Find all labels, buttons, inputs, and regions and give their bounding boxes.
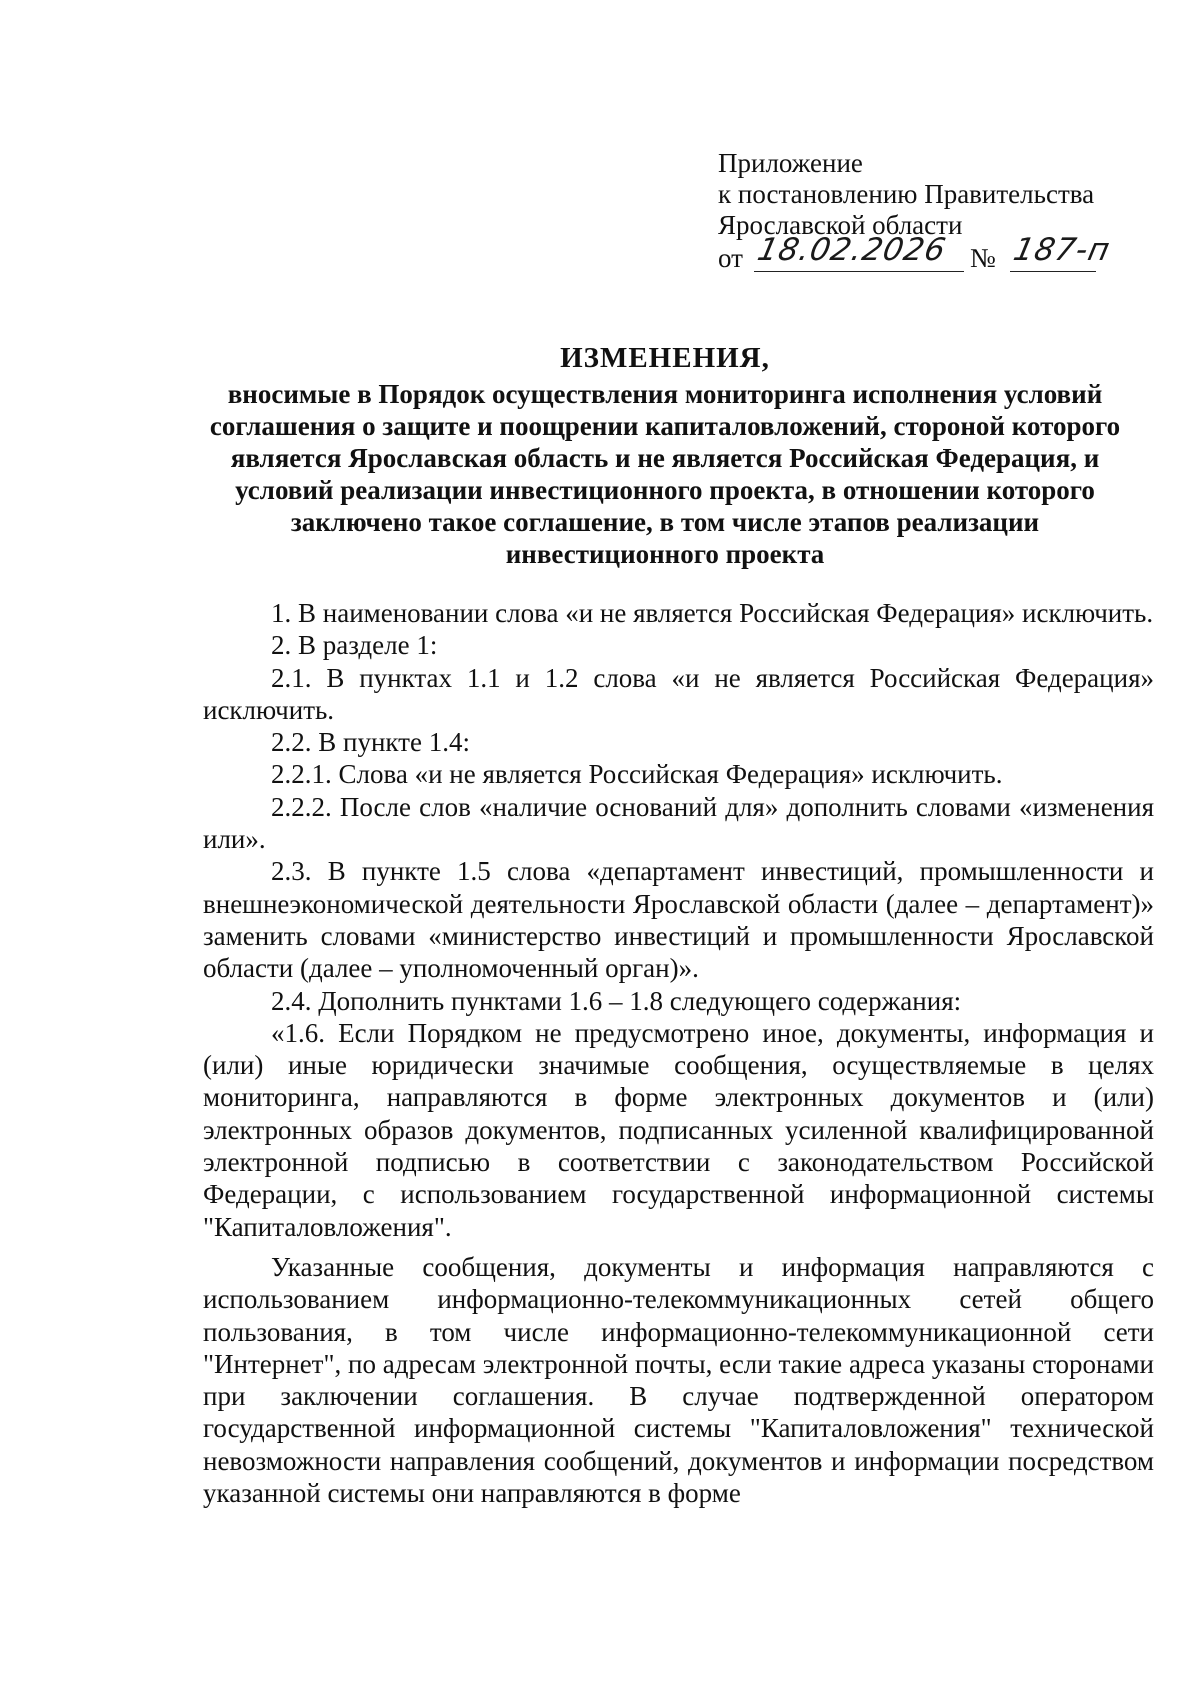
handwritten-date: 18.02.2026 xyxy=(754,232,950,268)
appendix-line-2: к постановлению Правительства xyxy=(718,179,1095,209)
appendix-header xyxy=(718,148,1158,275)
handwritten-number: 187-п xyxy=(1010,232,1114,268)
paragraph-1-6-continued: Указанные сообщения, документы и информация направляются с использованием информационно-телекоммуникационных сетей общего пользования, в том числе информационно-телекоммуникационной сети "Интернет", по адресам электронной почты, если такие адреса указаны сторонами при заключении соглашения. В случае подтвержденной оператором государственной информационной системы "Капиталовложения" технической невозможности направления сообщений, документов и информации посредством указанной системы они направляются в форме xyxy=(203,1251,1154,1509)
paragraph-2: 2. В разделе 1: xyxy=(271,630,438,661)
paragraph-2-1: 2.1. В пунктах 1.1 и 1.2 слова «и не является Российская Федерация» исключить. xyxy=(203,662,1154,725)
date-prefix: от xyxy=(718,243,743,273)
title-subtitle: вносимые в Порядок осуществления мониторинга исполнения условий соглашения о защите и поощрении капиталовложений, стороной которого является Ярославская область и не является Российская Федерация, и условий реализации инвестиционного проекта, в отношении которого заключено такое соглашение, в том числе этапов реализации инвестиционного проекта xyxy=(209,379,1121,569)
paragraph-2-4: 2.4. Дополнить пунктами 1.6 – 1.8 следующего содержания: xyxy=(271,985,962,1016)
number-label: № xyxy=(970,243,996,273)
document-body xyxy=(203,597,1154,1509)
paragraph-2-2-2: 2.2.2. После слов «наличие оснований для» дополнить словами «изменения или». xyxy=(203,791,1154,855)
decree-date-field xyxy=(754,232,964,272)
decree-number-field xyxy=(1010,232,1114,272)
paragraph-1: 1. В наименовании слова «и не является Российская Федерация» исключить. xyxy=(271,598,1154,628)
paragraph-2-2-1: 2.2.1. Слова «и не является Российская Федерация» исключить. xyxy=(271,759,1003,790)
title-main: ИЗМЕНЕНИЯ, xyxy=(560,342,770,374)
paragraph-1-6: «1.6. Если Порядком не предусмотрено иное, документы, информация и (или) иные юридически значимые сообщения, осуществляемые в целях мониторинга, направляются в форме электронных документов и (или) электронных образов документов, подписанных усиленной квалифицированной электронной подписью в соответствии с законодательством Российской Федерации, с использованием государственной информационной системы "Капиталовложения". xyxy=(203,1017,1154,1242)
appendix-line-3: Ярославской области xyxy=(718,210,963,240)
appendix-line-1: Приложение xyxy=(718,148,863,178)
paragraph-2-2: 2.2. В пункте 1.4: xyxy=(271,727,470,758)
decree-date-number-row xyxy=(718,232,1158,275)
paragraph-2-3: 2.3. В пункте 1.5 слова «департамент инвестиций, промышленности и внешнеэкономической деятельности Ярославской области (далее – департамент)» заменить словами «министерство инвестиций и промышленности Ярославской области (далее – уполномоченный орган)». xyxy=(203,856,1154,984)
document-title xyxy=(200,342,1130,570)
